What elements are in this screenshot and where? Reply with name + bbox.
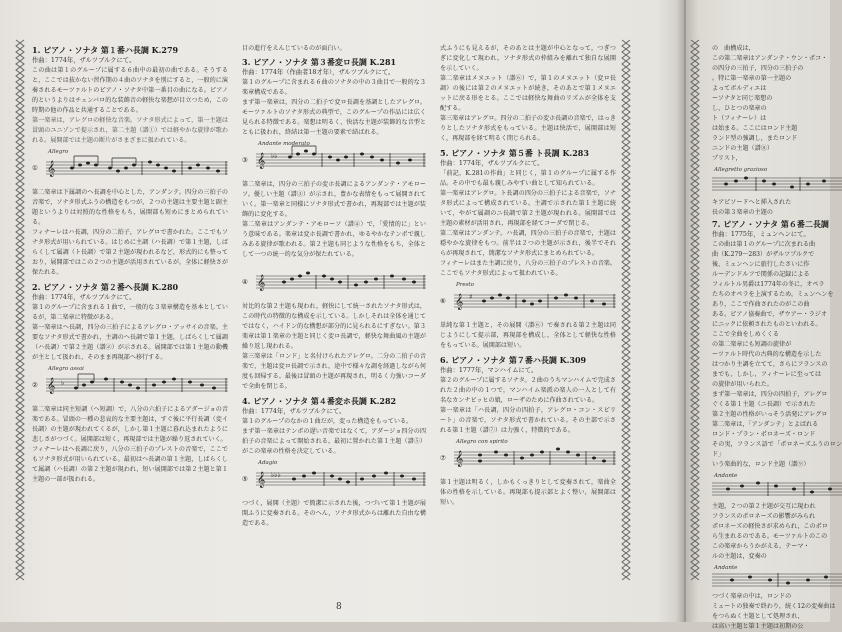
text-line: ルの主題は，変奏の [712,553,767,560]
text-line: ト（フィナーレ）は [712,115,767,122]
section-title-sonata-1: 1. ピアノ・ソナタ 第１番ハ長調 K.279 [32,45,179,55]
text-line: ポロネーズの軽快さが求められ，このポロ [712,523,828,530]
svg-text:𝄞: 𝄞 [455,451,464,467]
staff-notation [712,474,842,498]
text-line: この曲は第１のグループに次まれる曲 [712,241,816,248]
music-example-2 [32,367,228,401]
staff-notation [440,440,616,474]
text-line: にニックに依頼されたものといわれる。 [712,321,822,328]
tempo-marking: Allegretto grazioso [714,167,768,173]
section-title-sonata-6: 7. ピアノ・ソナタ 第６番二長調 [712,219,829,229]
paragraph: 第二楽章は同主短調（ヘ短調）で，八分の六拍子によるアダージョの音楽である。冒頭の一種の悲哀的な主要主題は，すぐ後に平行長調（変イ長調）の主題が現われてくるが，しかし第１主題に暮れ込まれたように悲しさがつづく。展開部は短く，再現部では主題が繰り返されていく。 [32,406,228,443]
text-line: ぐくる第１主題（ニ長調）で示された [712,401,816,408]
music-example-3 [242,142,426,176]
music-example-5 [242,461,426,495]
svg-text:𝄞: 𝄞 [47,378,56,394]
composition-info: 作曲：1774年，ザルツブルクにて。 [32,57,136,64]
staff-notation [712,566,842,588]
paragraph: まず第一楽章はテンポの遅い音楽ではなくて，アダージョ四分の四拍子の音楽によって開始される。最初に置かれた第１主題（譜⑤）がこの楽章の性格を決定している。 [242,428,426,455]
svg-text:♭♭♭: ♭♭♭ [271,471,281,479]
text-line: をつらぬく主題として処理され， [712,613,804,620]
paragraph: 第二楽章は下属調のヘ長調を中心とした，アンダンテ。四分の三拍子の音楽で，ソナタ形式ふうの構造をもつが，２つの主題は主要主題と副主題というよりは対照的な性格をもち，展開部も短めにまとめられている。 [32,189,228,226]
section-title-sonata-4: 4. ピアノ・ソナタ 第４番変ホ長調 K.282 [242,396,397,406]
text-line: ルーデンドルフで関係の記録による [712,271,810,278]
music-example-6 [440,283,616,317]
paragraph: 第２のグループに属するソナタ。２曲のうちマンハイムで完成された２曲の中の１つで，マンハイム楽派の楽人の一人として有名なカンナビッヒの娘，ローザのために作曲されている。 [440,377,616,404]
text-line: 第２主題の性格がいっそう活発にアレグロ [712,411,828,418]
text-line: ニンドの主題（譜⑧） [712,145,773,152]
paragraph: フィナーレはまた主調に戻り，八分の三拍子のプレストの音楽。ここでもソナタ形式によって扱われている。 [440,260,616,277]
text-line: ら生まれるのである。モーツァルトのこの [712,533,828,540]
gutter-shadow [676,0,686,622]
text-line: つづく楽章の中は，ロンドの [712,593,792,600]
decorative-border-right [619,40,633,580]
paragraph: 第一楽章は「ハ長調，四分の四拍子，アレグロ・コン・スピリート」の音楽で，ソナタ形式で書かれている。その主部で示される第１主題（譜⑦）は力強く，特徴的である。 [440,407,616,434]
staff-notation [32,150,228,184]
text-line: ーツァルト時代の古典的な構造を示した [712,351,822,358]
text-line: よってボルディエは [712,85,767,92]
example-number: ④ [242,278,248,286]
paragraph: 第１のグループに含まれる６曲のソナタの中の３曲目で一般的な３楽章構成である。 [242,79,426,96]
paragraph: 第三楽章はアレグロ。四分の二拍子の変ホ長調の音楽で，はっきりとしたソナタ形式をもっている。主題は快活で，展開部は短く，再現部を経て明るく閉じられる。 [440,115,616,142]
text-line: この楽章からうかがえる。テーマ・ [712,543,810,550]
composition-info: 作曲：1774年，ザルツブルクにて。 [242,408,346,415]
paragraph: 第１のグループに含まれる１曲で，一般的な３楽章構造を基本としているが，第二楽章に特徴がある。 [32,304,228,321]
music-example-1 [32,150,228,184]
text-line: は高い主題と第１主題は初期の公 [712,623,804,630]
text-line: 後，ミュンヘンに旅行したさいに作 [712,261,810,268]
svg-text:𝄞: 𝄞 [455,294,464,310]
staff-notation [32,367,228,401]
svg-text:♭♭: ♭♭ [271,152,278,160]
page-number: 8 [336,602,342,612]
text-line: その実，フランス語で「ポロネーズふうのロンド」 [712,441,842,458]
paragraph: 第二楽章はアンダンテ・アモローソ（譜④）で，「愛情的に」という意味である。楽章は変ホ長調で書かれ，ゆるやかなテンポで親しみある旋律が歌われる。第２主題も同じような性格をもち，全体として一つの統一的な気分が保たれている。 [242,221,426,258]
composition-info: 作曲：1775年，ミュンヘンにて。 [712,231,810,238]
paragraph: 第三楽章は「ロンド」と名付けられたアレグロ。二分の二拍子の音楽で，主題は変ロ長調で示され，途中で様々な調を経過しながら何度も回帰する。最後は冒頭の主題が再現され，明るく力強いコーダで全曲を閉じる。 [242,353,426,390]
example-number: ① [32,164,38,172]
tempo-marking: Allegro assai [48,366,84,372]
text-line: の 曲構成は， [712,45,755,52]
text-line: この第二楽章はアンダンテ・ウン・ポコ・ [712,55,828,62]
staff-notation [440,283,616,317]
staff-notation [242,142,426,176]
text-line: ーソナタと同じ楽想の [712,95,773,102]
example-number: ⑤ [242,475,248,483]
right-page [684,0,842,630]
section-title-sonata-2: 2. ピアノ・ソナタ 第２番ヘ長調 K.280 [32,282,179,292]
text-line: はつかり主調を立てて，さらにフランスの [712,361,828,368]
paragraph: 第一楽章は，アレグロの軽快な音楽。ソナタ形式によって，第一主題は冒頭のユニゾンで提示され，第二主題（譜①）では軽やかな旋律が歌われる。展開部では主題の断片がさまざまに扱われている。 [32,117,228,144]
text-line: の第二楽章にも短調の旋律が [712,341,792,348]
paragraph: 式ふうにも見えるが，そのあとは主題が中心となって，つぎつぎに変化して現われ，ソナタ形式の枠組みを離れて独自な展開を示していく。 [440,45,616,72]
paragraph: 目の進行をえんじているのが面白い。 [242,45,346,52]
text-line: の四分の三拍子，四分の三拍子の [712,65,804,72]
music-example-8 [712,168,842,194]
text-line: まず第一楽章は，四分の四拍子，アレグロ [712,391,828,398]
svg-text:𝄞: 𝄞 [257,153,266,169]
text-line: ここで全曲をしめくくる [712,331,780,338]
paragraph: フィナーレはヘ長調に戻り，八分の三拍子のプレストの音楽で，ここでもソナタ形式が用いられている。最初はヘ長調の第１主題，しばらくして属調（ハ長調）の第２主題が現われ，短い展開部では第２主題と第１主題の一部が扱われる。 [32,446,228,483]
text-line: ランド型の強調し，またロンド [712,135,798,142]
decorative-border-left [13,40,27,580]
music-example-7 [440,440,616,474]
svg-text:♭: ♭ [61,379,65,387]
example-number: ⑥ [440,297,446,305]
section-title-sonata-3: 3. ピアノ・ソナタ 第３番変ロ長調 K.281 [242,57,397,67]
text-line: フランスのポロネーズの影響がみられ [712,513,816,520]
tempo-marking: Andante [714,565,738,571]
paragraph: 第１主題は明るく，しかもくっきりとして変奏されて，楽曲全体の性格を示している。再現部も提示部とよく整い，展開部は短い。 [440,479,616,506]
paragraph: 第二楽章はアンダンテ。ハ長調，四分の三拍子の音楽で，主題は穏やかな旋律をもつ。前半は２つの主題が示され，後半でそれらが再現されて，簡潔なソナタ形式にまとめられている。 [440,230,616,257]
svg-text:♯: ♯ [469,293,473,301]
composition-info: 作曲：1774年，ザルツブルクにて。 [32,294,136,301]
example-number: ③ [242,156,248,164]
paragraph: まず第一楽章は，四分の二拍子で変ロ長調を基調としたアレグロ。モーツァルトのソナタ形式の典型で，このグループの作品には広く見られる特徴である。楽想は明るく，快活な主題が装飾的な音型とともに扱われ，終結は第一主題の要素で結ばれる。 [242,99,426,136]
right-page-column [712,44,842,632]
music-example-4 [242,264,426,298]
music-example-10 [712,566,842,588]
column-3 [440,44,616,508]
example-number: ⑦ [440,454,446,462]
paragraph: つづく，展開（主題）で簡潔に示された後，つづいて第１主題が展開ふうに変奏される。そのへん，ソナタ形式からは離れた自由な構造である。 [242,500,426,527]
text-line: フィルトル男爵は1774年の冬に，オペラ [712,281,825,288]
tempo-marking: Allegro [48,149,69,155]
text-line: 長の第３楽章の主題の [712,209,773,216]
tempo-marking: Presto [456,282,474,288]
section-title-sonata-7: 6. ピアノ・ソナタ 第７番ハ長調 K.309 [440,355,587,365]
text-line: までも，しかし，フィナーレに至っては [712,371,822,378]
paragraph: 単純な第１主題と，その展開（譜⑥）で奏される第２主題は同じようにして提示部，再現部を構成し，全体として軽快な性格をもっている。展開部は短い。 [440,322,616,349]
text-line: 第二楽章は，「アンダンテ」とよばれる [712,421,819,428]
text-line: 。特に第一楽章の第一主題の [712,75,792,82]
text-line: たちのオペラを上演するため，ミュンヘンを [712,291,834,298]
paragraph: 第二楽章は，四分の三拍子の変ホ長調によるアンダンテ・アモローソ。優しい主題（譜③）が示され，豊かな表情をもって展開されていく。第一楽章と同様にソナタ形式で書かれ，再現部では主題が装飾的に変化する。 [242,181,426,218]
section-title-sonata-5: 5. ピアノ・ソナタ 第５番 ト長調 K.283 [440,148,589,158]
paragraph: 対比的な第２主題も現われ，軽快にして統一されたソナタ形式は，この時代の特徴的な構成を示している。しかしそれは全体を通じてではなく，ハイドン的な構想が部分的に見られるにすぎない。第３楽章は第１楽章の主題と同じく変ロ長調で，軽快な舞曲風の主題が繰り返し現われる。 [242,303,426,350]
tempo-marking: Andante [714,473,738,479]
composition-info: 作曲：1774年，ザルツブルクにて。 [440,160,544,167]
staff-notation [242,461,426,495]
column-1 [32,44,228,485]
svg-text:𝄞: 𝄞 [47,161,56,177]
tempo-marking: Andante moderato [258,141,310,147]
text-line: あり，ここで作曲されたのがこの曲 [712,301,810,308]
text-line: キアピソードへと挿入された [712,199,792,206]
paragraph: 第一楽章はヘ長調，四分の三拍子によるアレグロ・アッサイの音楽。主要なソナタ形式で書かれ，主調のヘ長調で第１主題，しばらくして属調（ハ長調）で第２主題（譜②）が示される。展開部では第１主題の動機が主として扱われ，そのまま再現部へ移行する。 [32,324,228,361]
text-line: 曲（K.279〜283）がザルツブルクで [712,251,815,258]
tempo-marking: Adagio [258,460,278,466]
staff-notation [712,168,842,194]
text-line: ロンド・プラン・ポロネーズ・ロンド [712,431,816,438]
text-line: ミュートの独奏で終わり，続く12の変奏曲は [712,603,836,610]
text-line: は始まる。ここにはロンド主題 [712,125,798,132]
composition-info: 作曲：1774年（作曲者18才年），ザルツブルクにて。 [242,69,395,76]
music-example-9 [712,474,842,498]
tempo-marking: Allegro con spirito [456,439,508,445]
text-line: 主題，２つの第２主題が交互に現われ [712,503,816,510]
text-line: し，ひとつの楽章の [712,105,767,112]
svg-text:𝄞: 𝄞 [257,472,266,488]
decorative-border-right-page [688,40,702,580]
paragraph: 第１のグループのなかの１曲だが，変った構造をもっている。 [242,418,413,425]
text-line: いう楽曲的な，ロンド主題（譜⑨） [712,461,810,468]
paragraph: 「前記，K.281の作曲」と同じく，第１のグループに属する作品。その中でも最も親しみやすい曲として知られている。 [440,170,616,187]
column-2 [242,44,426,529]
svg-text:𝄞: 𝄞 [257,275,266,291]
text-line: の旋律が用いられた。 [712,381,773,388]
example-number: ② [32,381,38,389]
staff-notation [242,264,426,298]
paragraph: フィナーレはハ長調，四分の二拍子，アレグロで書かれた。ここでもソナタ形式が用いられている。はじめに主調（ハ長調）で第１主題，しばらくして属調（ト長調）で第２主題が現われるなど，形式的にも整っており，展開部ではこの２つの主題が活用されているが，全体に軽快さが保たれる。 [32,229,228,276]
composition-info: 作曲：1777年，マンハイムにて。 [440,367,538,374]
paragraph: 第一楽章はアレグロ。ト長調の四分の三拍子による音楽で，ソナタ形式によって構成されている。主調で示された第１主題に続いて，やがて属調のニ長調で第２主題が現われる。展開部では主題の素材が活用され，再現部を経てコーダで閉じる。 [440,190,616,227]
text-line: プリスト， [712,155,742,162]
paragraph: 第二楽章はメヌエット（譜⑥）で，第１のメヌエット（変ロ長調）の後には第２のメヌエットが続き，そのあとで第１メヌエットに戻る形をとる。ここでは軽快な舞曲のリズムが全体を支配する。 [440,75,616,112]
text-line: ある。ピアノ協奏曲で，ザウアー・ラジオ [712,311,827,318]
paragraph: この曲は第１のグループに属する６曲中の最初の曲である。そうすると，ここでは抜かない習作期の４曲のソナタを別にすると，一般的に演奏されるモーツァルトのピアノ・ソナタ中第一番目の曲になる。ピアノ的というよりはチェンバロ的な装飾音の軽快な楽想が目立つため，この時期の他の作品と共通することである。 [32,67,228,114]
